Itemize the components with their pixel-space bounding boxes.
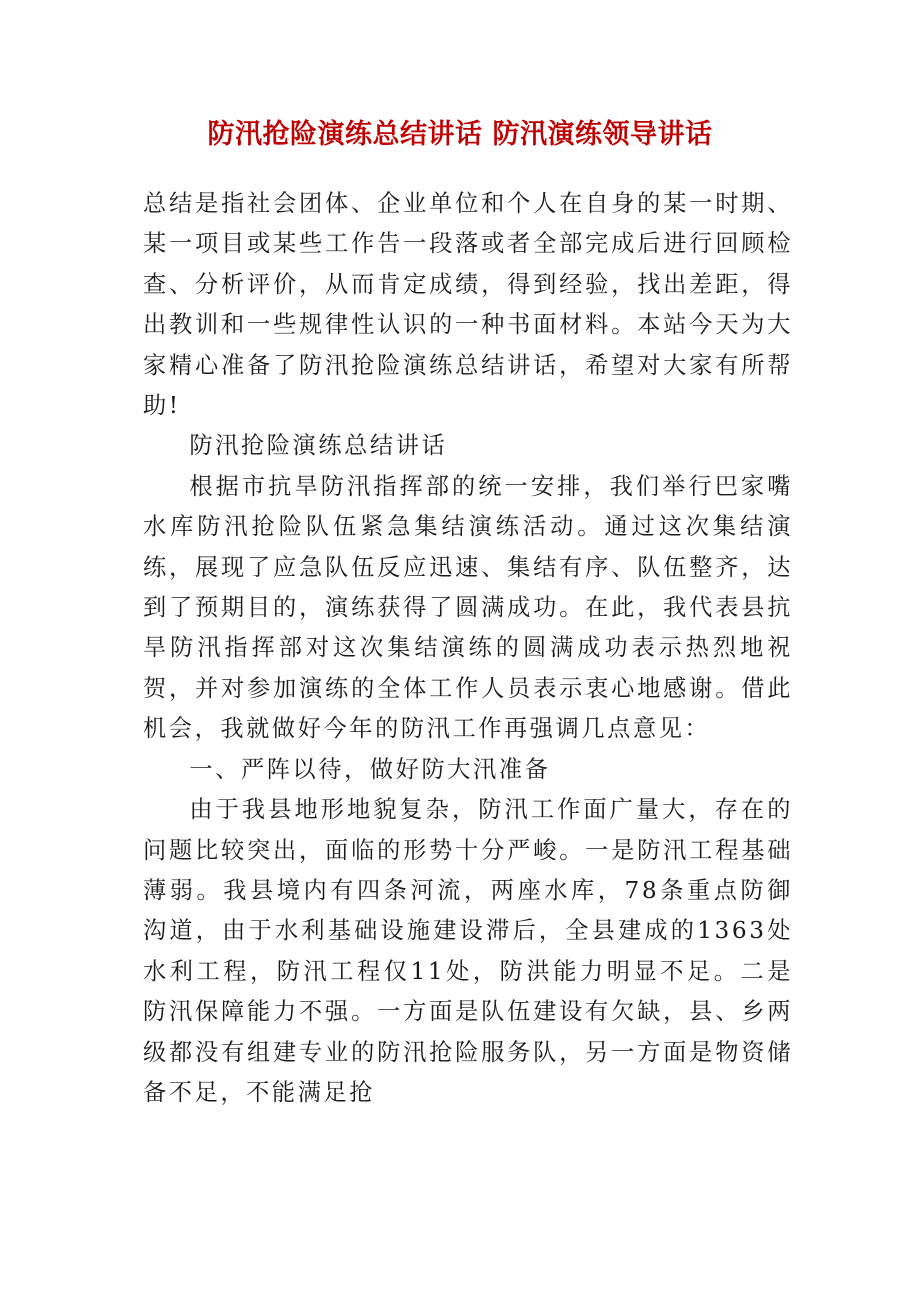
body-paragraph: 根据市抗旱防汛指挥部的统一安排，我们举行巴家嘴水库防汛抢险队伍紧急集结演练活动。通过这次集结演练，展现了应急队伍反应迅速、集结有序、队伍整齐，达到了预期目的，演练获得了圆满成功。在此，我代表县抗旱防汛指挥部对这次集结演练的圆满成功表示热烈地祝贺，并对参加演练的全体工作人员表示衷心地感谢。借此机会，我就做好今年的防汛工作再强调几点意见： — [143, 472, 793, 743]
body-paragraph: 由于我县地形地貌复杂，防汛工作面广量大，存在的问题比较突出，面临的形势十分严峻。一是防汛工程基础薄弱。我县境内有四条河流，两座水库，78条重点防御沟道，由于水利基础设施建设滞后，全县建成的1363处水利工程，防汛工程仅11处，防洪能力明显不足。二是防汛保障能力不强。一方面是队伍建设有欠缺，县、乡两级都没有组建专业的防汛抢险服务队，另一方面是物资储备不足，不能满足抢 — [143, 796, 793, 1106]
subsection-heading: 一、严阵以待，做好防大汛准备 — [189, 755, 551, 783]
section-heading: 防汛抢险演练总结讲话 — [189, 432, 448, 460]
intro-paragraph: 总结是指社会团体、企业单位和个人在自身的某一时期、某一项目或某些工作告一段落或者全部完成后进行回顾检查、分析评价，从而肯定成绩，得到经验，找出差距，得出教训和一些规律性认识的一种书面材料。本站今天为大家精心准备了防汛抢险演练总结讲话，希望对大家有所帮助! — [143, 190, 793, 420]
document-body — [143, 184, 793, 1113]
document-title: 防汛抢险演练总结讲话 防汛演练领导讲话 — [207, 119, 713, 150]
